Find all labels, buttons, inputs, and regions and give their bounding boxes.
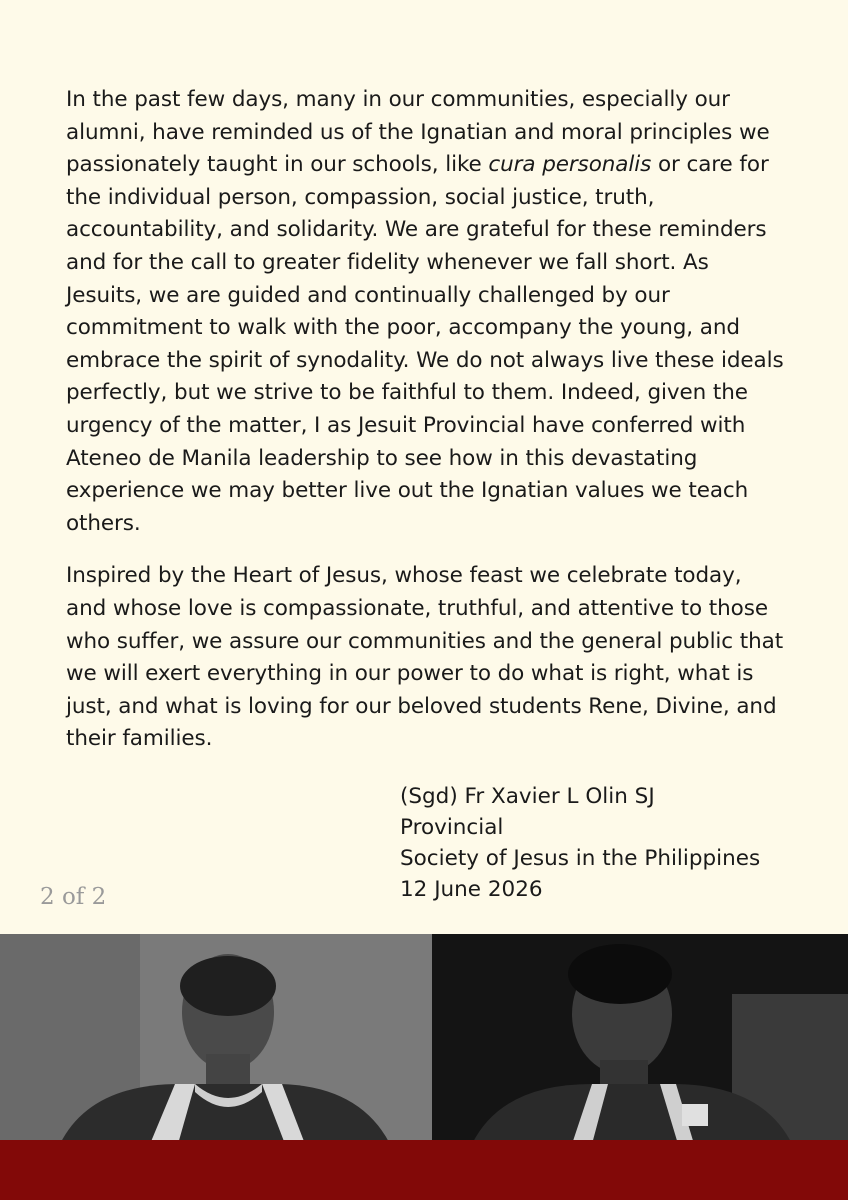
signature-block — [400, 781, 760, 905]
latin-phrase: cura personalis — [488, 152, 652, 178]
paragraph-1-part-a: In the past few days, many in our communities, especially our alumni, have reminded us of the Ignatian and moral principles we passionately taught in our schools, like — [66, 87, 770, 178]
signatory-organization: Society of Jesus in the Philippines — [400, 846, 761, 871]
paragraph-1 — [66, 84, 786, 540]
paragraph-2: Inspired by the Heart of Jesus, whose feast we celebrate today, and whose love is compassionate, truthful, and attentive to those who suffer, we assure our communities and the general public that we will exert everything in our power to do what is right, what is just, and what is loving for our beloved students Rene, Divine, and their families. — [66, 563, 784, 752]
portrait-illustration-left — [0, 934, 432, 1144]
footer-bar — [0, 1140, 848, 1200]
page-number: 2 of 2 — [40, 884, 107, 910]
student-photo-right — [432, 934, 848, 1144]
letter-date: 12 June 2026 — [400, 877, 543, 902]
signatory-name: (Sgd) Fr Xavier L Olin SJ — [400, 784, 655, 809]
photo-strip — [0, 934, 848, 1144]
paragraph-1-part-b: or care for the individual person, compassion, social justice, truth, accountability, and solidarity. We are grateful for these reminders and for the call to greater fidelity whenever we fall short. As Jesuits, we are guided and continually challenged by our commitment to walk with the poor, accompany the young, and embrace the spirit of synodality. We do not always live these ideals perfectly, but we strive to be faithful to them. Indeed, given the urgency of the matter, I as Jesuit Provincial have conferred with Ateneo de Manila leadership to see how in this devastating experience we may better live out the Ignatian values we teach others. — [66, 152, 784, 536]
portrait-illustration-right — [432, 934, 848, 1144]
student-photo-left — [0, 934, 432, 1144]
signatory-title: Provincial — [400, 815, 504, 840]
letter-body — [66, 84, 786, 776]
